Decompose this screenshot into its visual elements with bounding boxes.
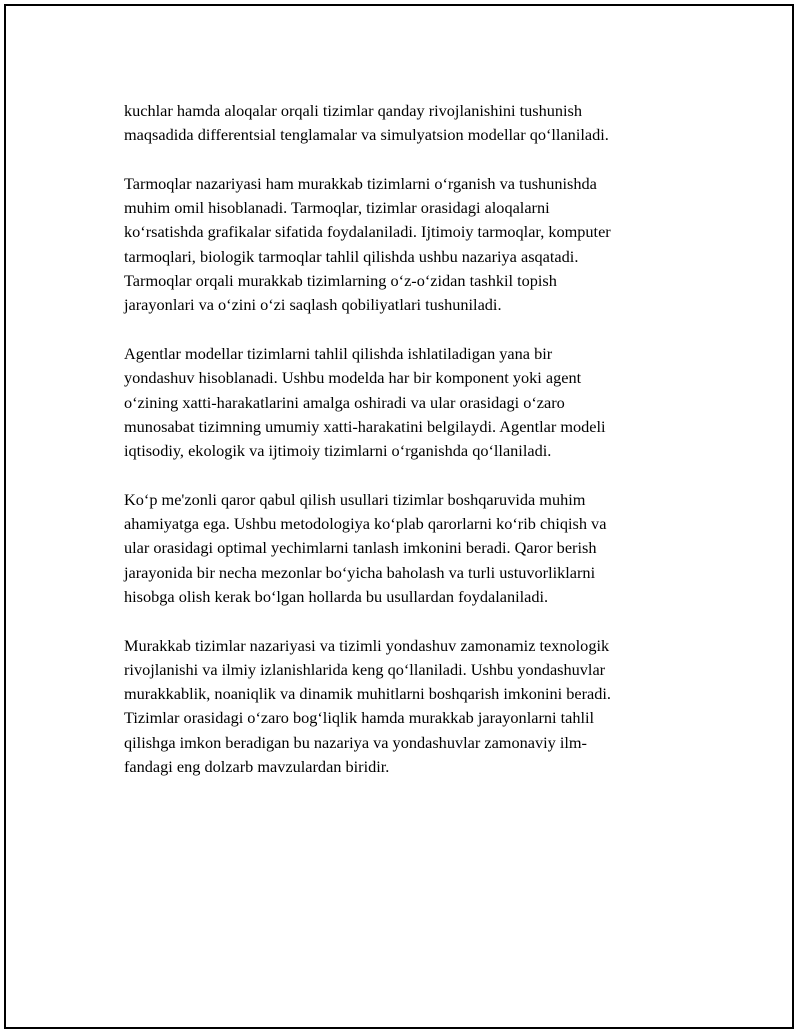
paragraph-4: Ko‘p me'zonli qaror qabul qilish usullari tizimlar boshqaruvida muhim ahamiyatga ega. Ushbu metodologiya ko‘plab qarorlarni ko‘rib chiqish va ular orasidagi optimal yechimlarni tanlash imkonini beradi. Qaror berish jarayonida bir necha mezonlar bo‘yicha baholash va turli ustuvorliklarni hisobga olish kerak bo‘lgan hollarda bu usullardan foydalaniladi. bbox=[124, 489, 607, 606]
paragraph-1: kuchlar hamda aloqalar orqali tizimlar qanday rivojlanishini tushunish maqsadida differentsial tenglamalar va simulyatsion modellar qo‘llaniladi. bbox=[124, 101, 609, 145]
paragraph-3: Agentlar modellar tizimlarni tahlil qilishda ishlatiladigan yana bir yondashuv hisoblanadi. Ushbu modelda har bir komponent yoki agent o‘zining xatti-harakatlarini amalga oshiradi va ular orasidagi o‘zaro munosabat tizimning umumiy xatti-harakatini belgilaydi. Agentlar modeli iqtisodiy, ekologik va ijtimoiy tizimlarni o‘rganishda qo‘llaniladi. bbox=[124, 343, 606, 461]
page bbox=[4, 4, 794, 1029]
document-body bbox=[124, 99, 676, 804]
paragraph-5: Murakkab tizimlar nazariyasi va tizimli yondashuv zamonamiz texnologik rivojlanishi va ilmiy izlanishlarida keng qo‘llaniladi. Ushbu yondashuvlar murakkablik, noaniqlik va dinamik muhitlarni boshqarish imkonini beradi. Tizimlar orasidagi o‘zaro bog‘liqlik hamda murakkab jarayonlarni tahlil qilishga imkon beradigan bu nazariya va yondashuvlar zamonaviy ilm- fandagi eng dolzarb mavzulardan biridir. bbox=[124, 635, 611, 777]
paragraph-2: Tarmoqlar nazariyasi ham murakkab tizimlarni o‘rganish va tushunishda muhim omil hisoblanadi. Tarmoqlar, tizimlar orasidagi aloqalarni ko‘rsatishda grafikalar sifatida foydalaniladi. Ijtimoiy tarmoqlar, komputer tarmoqlari, biologik tarmoqlar tahlil qilishda ushbu nazariya asqatadi. Tarmoqlar orqali murakkab tizimlarning o‘z-o‘zidan tashkil topish jarayonlari va o‘zini o‘zi saqlash qobiliyatlari tushuniladi. bbox=[124, 173, 611, 315]
